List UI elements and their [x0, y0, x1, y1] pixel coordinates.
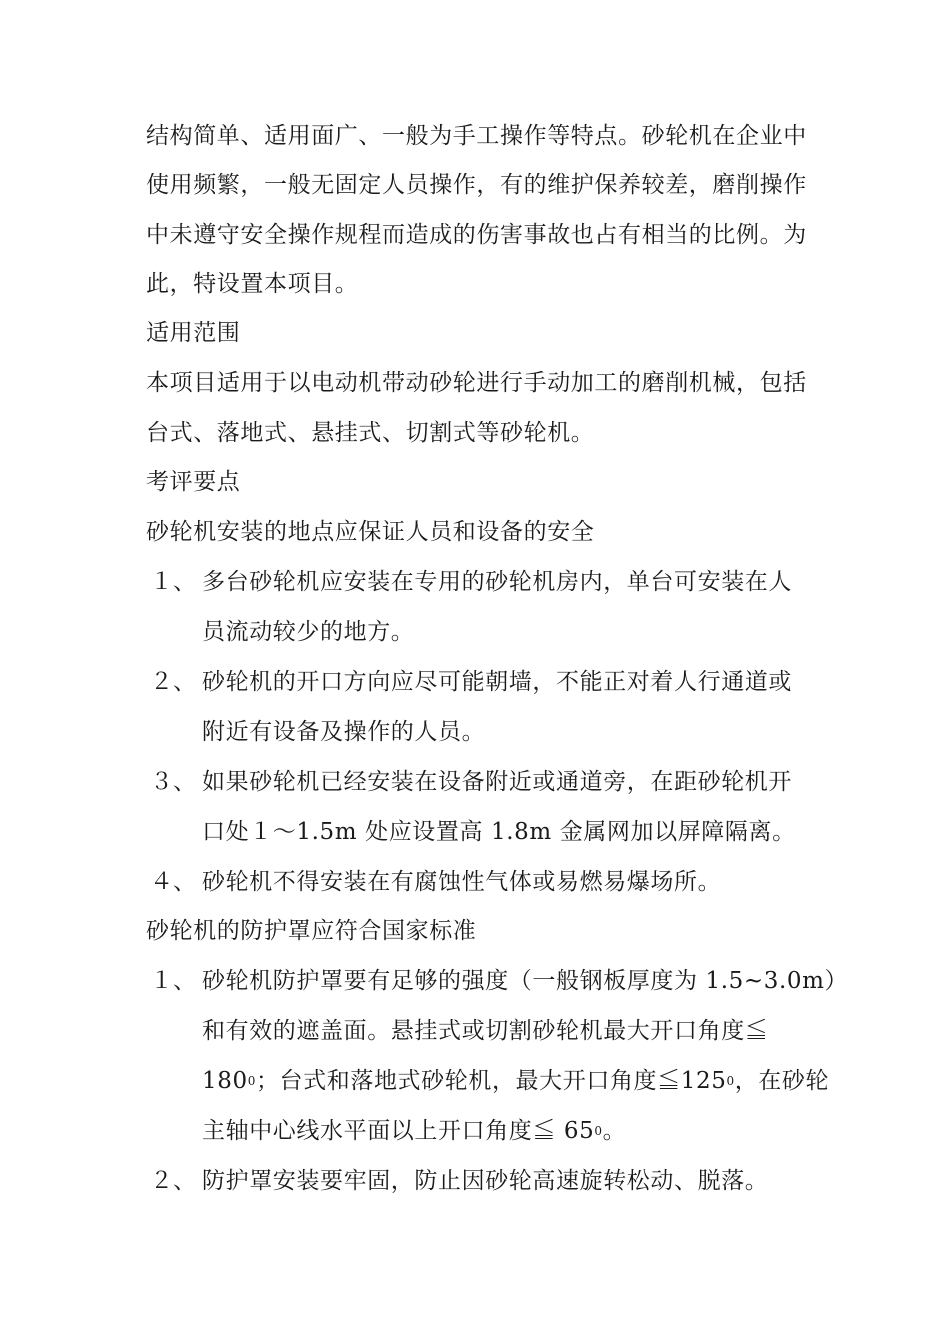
section1-item4-number: ４、: [150, 869, 196, 895]
section1-item2-line1: 砂轮机的开口方向应尽可能朝墙，不能正对着人行通道或: [202, 669, 792, 695]
section2-item1-line1: 砂轮机防护罩要有足够的强度（一般钢板厚度为 1.5~3.0m）: [202, 968, 849, 994]
section1-item3-line1: 如果砂轮机已经安装在设备附近或通道旁，在距砂轮机开: [202, 769, 792, 795]
scope-line-1: 本项目适用于以电动机带动砂轮进行手动加工的磨削机械，包括: [146, 370, 807, 396]
section1-item1-line2: 员流动较少的地方。: [202, 619, 415, 645]
section1-item1-number: １、: [150, 569, 196, 595]
intro-line-4: 此，特设置本项目。: [146, 271, 359, 297]
degree-mark: 0: [247, 1074, 256, 1088]
angle-text-125: ；台式和落地式砂轮机，最大开口角度≦125: [255, 1068, 727, 1094]
section1-item3-number: ３、: [150, 769, 196, 795]
section2-item1-line2: 和有效的遮盖面。悬挂式或切割砂轮机最大开口角度≦: [202, 1018, 769, 1044]
section2-title: 砂轮机的防护罩应符合国家标准: [146, 918, 477, 944]
section2-item2-line1: 防护罩安装要牢固，防止因砂轮高速旋转松动、脱落。: [202, 1168, 769, 1194]
section2-item1-line3: [202, 1065, 829, 1097]
angle-text-65: 主轴中心线水平面以上开口角度≦ 65: [202, 1118, 595, 1144]
section2-item1-line4: [202, 1115, 626, 1147]
heading-points: 考评要点: [146, 469, 241, 495]
section1-item3-line2: 口处１～1.5m 处应设置高 1.8m 金属网加以屏障隔离。: [202, 819, 796, 845]
intro-line-3: 中未遵守安全操作规程而造成的伤害事故也占有相当的比例。为: [146, 222, 807, 248]
section1-item1-line1: 多台砂轮机应安装在专用的砂轮机房内，单台可安装在人: [202, 569, 792, 595]
angle-value-180: 180: [202, 1068, 248, 1094]
heading-scope: 适用范围: [146, 320, 241, 346]
angle-text-end: 。: [602, 1118, 627, 1144]
angle-text-tail: ，在砂轮: [734, 1068, 830, 1094]
degree-mark: 0: [726, 1074, 735, 1088]
intro-line-1: 结构简单、适用面广、一般为手工操作等特点。砂轮机在企业中: [146, 123, 807, 149]
section2-item1-number: １、: [150, 968, 196, 994]
intro-line-2: 使用频繁，一般无固定人员操作，有的维护保养较差，磨削操作: [146, 172, 807, 198]
scope-line-2: 台式、落地式、悬挂式、切割式等砂轮机。: [146, 420, 595, 446]
degree-mark: 0: [594, 1124, 603, 1138]
section1-item4-line1: 砂轮机不得安装在有腐蚀性气体或易燃易爆场所。: [202, 869, 722, 895]
section1-title: 砂轮机安装的地点应保证人员和设备的安全: [146, 519, 595, 545]
section1-item2-number: ２、: [150, 669, 196, 695]
section1-item2-line2: 附近有设备及操作的人员。: [202, 719, 486, 745]
section2-item2-number: ２、: [150, 1168, 196, 1194]
